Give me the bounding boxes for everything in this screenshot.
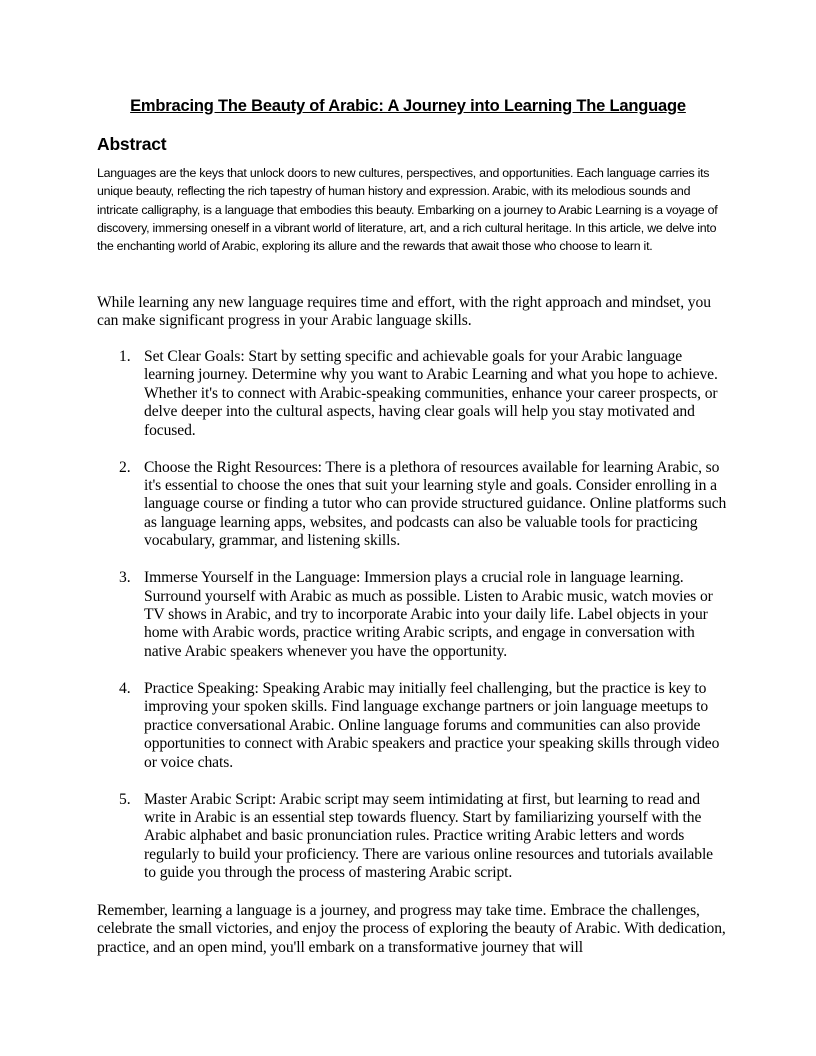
intro-paragraph: While learning any new language requires time and effort, with the right approach and mindset, you can make significant progress in your Arabic language skills. xyxy=(97,294,711,330)
list-item xyxy=(97,791,727,883)
list-item-number: 3. xyxy=(119,569,131,587)
list-item-text: Immerse Yourself in the Language: Immersion plays a crucial role in language learning. Surround yourself with Arabic as much as possible. Listen to Arabic music, watch movies or TV shows in Arabic, and try to incorporate Arabic into your daily life. Label objects in your home with Arabic words, practice writing Arabic scripts, and engage in conversation with native Arabic speakers whenever you have the opportunity. xyxy=(144,569,713,660)
list-item-number: 5. xyxy=(119,790,131,808)
list-item-text: Practice Speaking: Speaking Arabic may initially feel challenging, but the practice is key to improving your spoken skills. Find language exchange partners or join language meetups to practice conversational Arabic. Online language forums and communities can also provide opportunities to connect with Arabic speakers and practice your speaking skills through video or voice chats. xyxy=(144,679,720,771)
document-title: Embracing The Beauty of Arabic: A Journey into Learning The Language xyxy=(130,97,686,115)
steps-list xyxy=(97,348,727,901)
list-item-text: Master Arabic Script: Arabic script may seem intimidating at first, but learning to read and write in Arabic is an essential step towards fluency. Start by familiarizing yourself with the Arabic alphabet and basic pronunciation rules. Practice writing Arabic letters and words regularly to build your proficiency. There are various online resources and tutorials available to guide you through the process of mastering Arabic script. xyxy=(144,790,713,882)
list-item-text: Set Clear Goals: Start by setting specific and achievable goals for your Arabic language learning journey. Determine why you want to Arabic Learning and what you hope to achieve. Whether it's to connect with Arabic-speaking communities, enhance your career prospects, or delve deeper into the cultural aspects, having clear goals will help you stay motivated and focused. xyxy=(144,348,718,439)
list-item xyxy=(97,569,727,661)
closing-paragraph: Remember, learning a language is a journey, and progress may take time. Embrace the challenges, celebrate the small victories, and enjoy the process of exploring the beauty of Arabic. With dedication, practice, and an open mind, you'll embark on a transformative journey that will xyxy=(97,902,726,956)
list-item xyxy=(97,348,727,440)
list-item xyxy=(97,459,727,551)
abstract-paragraph: Languages are the keys that unlock doors to new cultures, perspectives, and opportunities. Each language carries its unique beauty, reflecting the rich tapestry of human history and expression. Arabic, with its melodious sounds and intricate calligraphy, is a language that embodies this beauty. Embarking on a journey to Arabic Learning is a voyage of discovery, immersing oneself in a vibrant world of literature, art, and a rich cultural heritage. In this article, we delve into the enchanting world of Arabic, exploring its allure and the rewards that await those who choose to learn it. xyxy=(97,166,718,254)
list-item-number: 4. xyxy=(119,679,131,697)
list-item-text: Choose the Right Resources: There is a plethora of resources available for learning Arabic, so it's essential to choose the ones that suit your learning style and goals. Consider enrolling in a language course or finding a tutor who can provide structured guidance. Online platforms such as language learning apps, websites, and podcasts can also be valuable tools for practicing vocabulary, grammar, and listening skills. xyxy=(144,458,727,550)
abstract-heading: Abstract xyxy=(97,134,167,154)
list-item-number: 1. xyxy=(119,348,131,365)
list-item xyxy=(97,680,727,772)
list-item-number: 2. xyxy=(119,458,131,476)
